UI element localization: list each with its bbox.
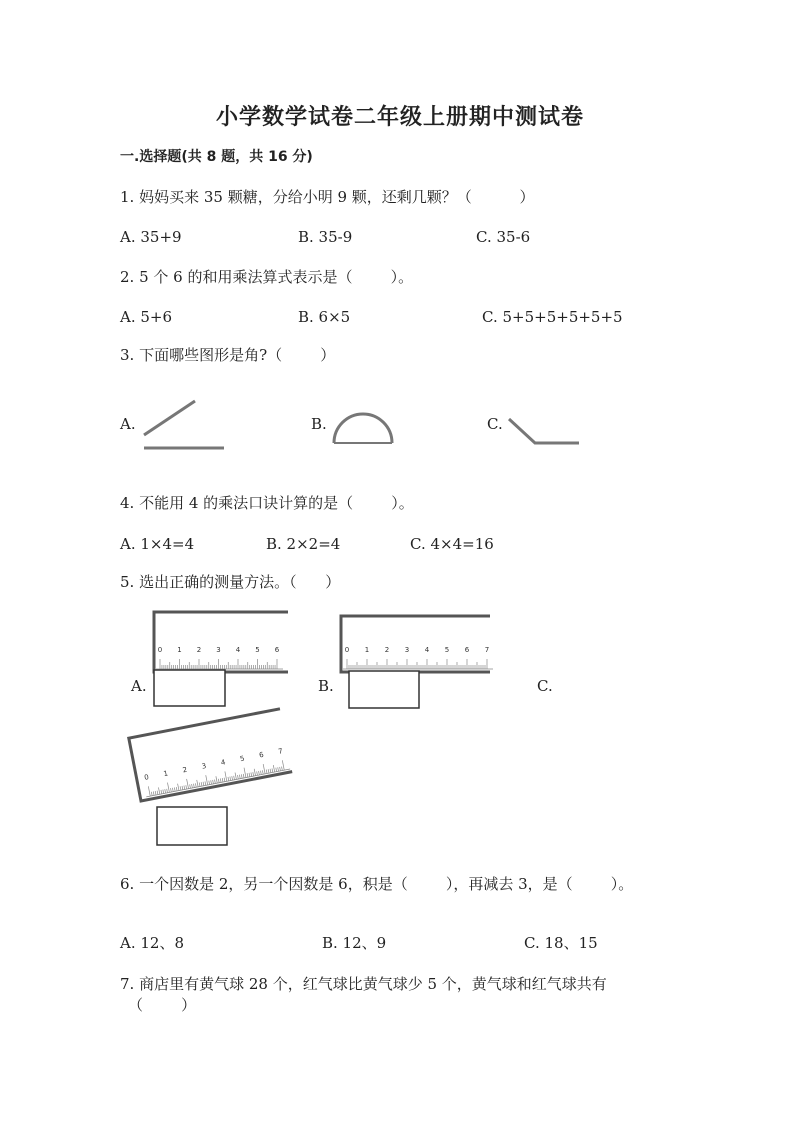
ruler-number: 2 xyxy=(181,765,188,775)
ruler-number: 2 xyxy=(196,646,202,654)
ruler-number: 7 xyxy=(484,646,490,654)
object-rect-c xyxy=(157,807,227,845)
question-3-option-c: C. xyxy=(487,415,503,433)
ruler-number: 5 xyxy=(255,646,260,654)
ruler-figure-c xyxy=(135,735,305,850)
ruler-figure-a xyxy=(150,610,290,710)
question-6-option-c: C. 18、15 xyxy=(524,934,598,952)
question-3-option-a: A. xyxy=(120,415,136,433)
question-1-stem: 1. 妈妈买来 35 颗糖，分给小明 9 颗，还剩几颗？（ ） xyxy=(120,188,535,206)
question-4-stem: 4. 不能用 4 的乘法口诀计算的是（ ）。 xyxy=(120,494,414,512)
object-rect-a xyxy=(154,670,225,706)
angle-figure-c xyxy=(505,415,585,450)
ruler-number: 3 xyxy=(404,646,410,654)
page-title: 小学数学试卷二年级上册期中测试卷 xyxy=(215,104,584,130)
question-1-option-c: C. 35-6 xyxy=(476,228,531,246)
ruler-number: 5 xyxy=(239,754,246,764)
arc-figure-b xyxy=(328,405,398,450)
ruler-number: 6 xyxy=(464,646,470,654)
question-2-stem: 2. 5 个 6 的和用乘法算式表示是（ ）。 xyxy=(120,268,414,286)
question-5-option-c: C. xyxy=(537,677,553,695)
ruler-number: 0 xyxy=(344,646,350,654)
question-6-stem: 6. 一个因数是 2，另一个因数是 6，积是（ ），再减去 3，是（ ）。 xyxy=(120,875,634,893)
ruler-number: 4 xyxy=(424,646,430,654)
question-7-blank: （ ） xyxy=(128,996,197,1014)
ruler-number: 1 xyxy=(162,769,169,779)
angle-figure-a xyxy=(140,395,230,455)
question-1-option-a: A. 35+9 xyxy=(120,228,182,246)
ruler-number: 4 xyxy=(220,758,227,767)
ruler-number: 5 xyxy=(444,646,450,654)
ruler-number: 2 xyxy=(384,646,390,654)
ruler-number: 3 xyxy=(201,761,208,771)
question-2-option-b: B. 6×5 xyxy=(298,308,351,326)
question-6-option-b: B. 12、9 xyxy=(322,934,387,952)
question-5-option-b: B. xyxy=(318,677,334,695)
ruler-number: 0 xyxy=(157,646,163,654)
ruler-number: 3 xyxy=(216,646,221,654)
section-heading: 一.选择题(共 8 题，共 16 分) xyxy=(120,149,313,165)
ruler-number: 1 xyxy=(177,646,182,654)
question-1-option-b: B. 35-9 xyxy=(298,228,353,246)
question-2-option-a: A. 5+6 xyxy=(120,308,173,326)
question-5-option-a: A. xyxy=(131,677,147,695)
question-2-option-c: C. 5+5+5+5+5+5 xyxy=(482,308,623,326)
question-4-option-c: C. 4×4=16 xyxy=(410,535,494,553)
question-3-stem: 3. 下面哪些图形是角?（ ） xyxy=(120,346,336,364)
object-rect-b xyxy=(349,671,419,708)
question-6-option-a: A. 12、8 xyxy=(120,934,184,952)
ruler-figure-b xyxy=(337,614,492,714)
ruler-number: 0 xyxy=(143,773,150,782)
ruler-number: 1 xyxy=(364,646,370,654)
question-4-option-b: B. 2×2=4 xyxy=(266,535,341,553)
question-3-option-b: B. xyxy=(311,415,327,433)
ruler-number: 6 xyxy=(274,646,280,654)
question-5-stem: 5. 选出正确的测量方法。（ ） xyxy=(120,573,341,591)
question-7-stem: 7. 商店里有黄气球 28 个，红气球比黄气球少 5 个，黄气球和红气球共有 xyxy=(120,975,607,993)
ruler-number: 6 xyxy=(258,750,265,760)
question-4-option-a: A. 1×4=4 xyxy=(120,535,195,553)
ruler-number: 4 xyxy=(235,646,241,654)
ruler-number: 7 xyxy=(277,747,284,756)
